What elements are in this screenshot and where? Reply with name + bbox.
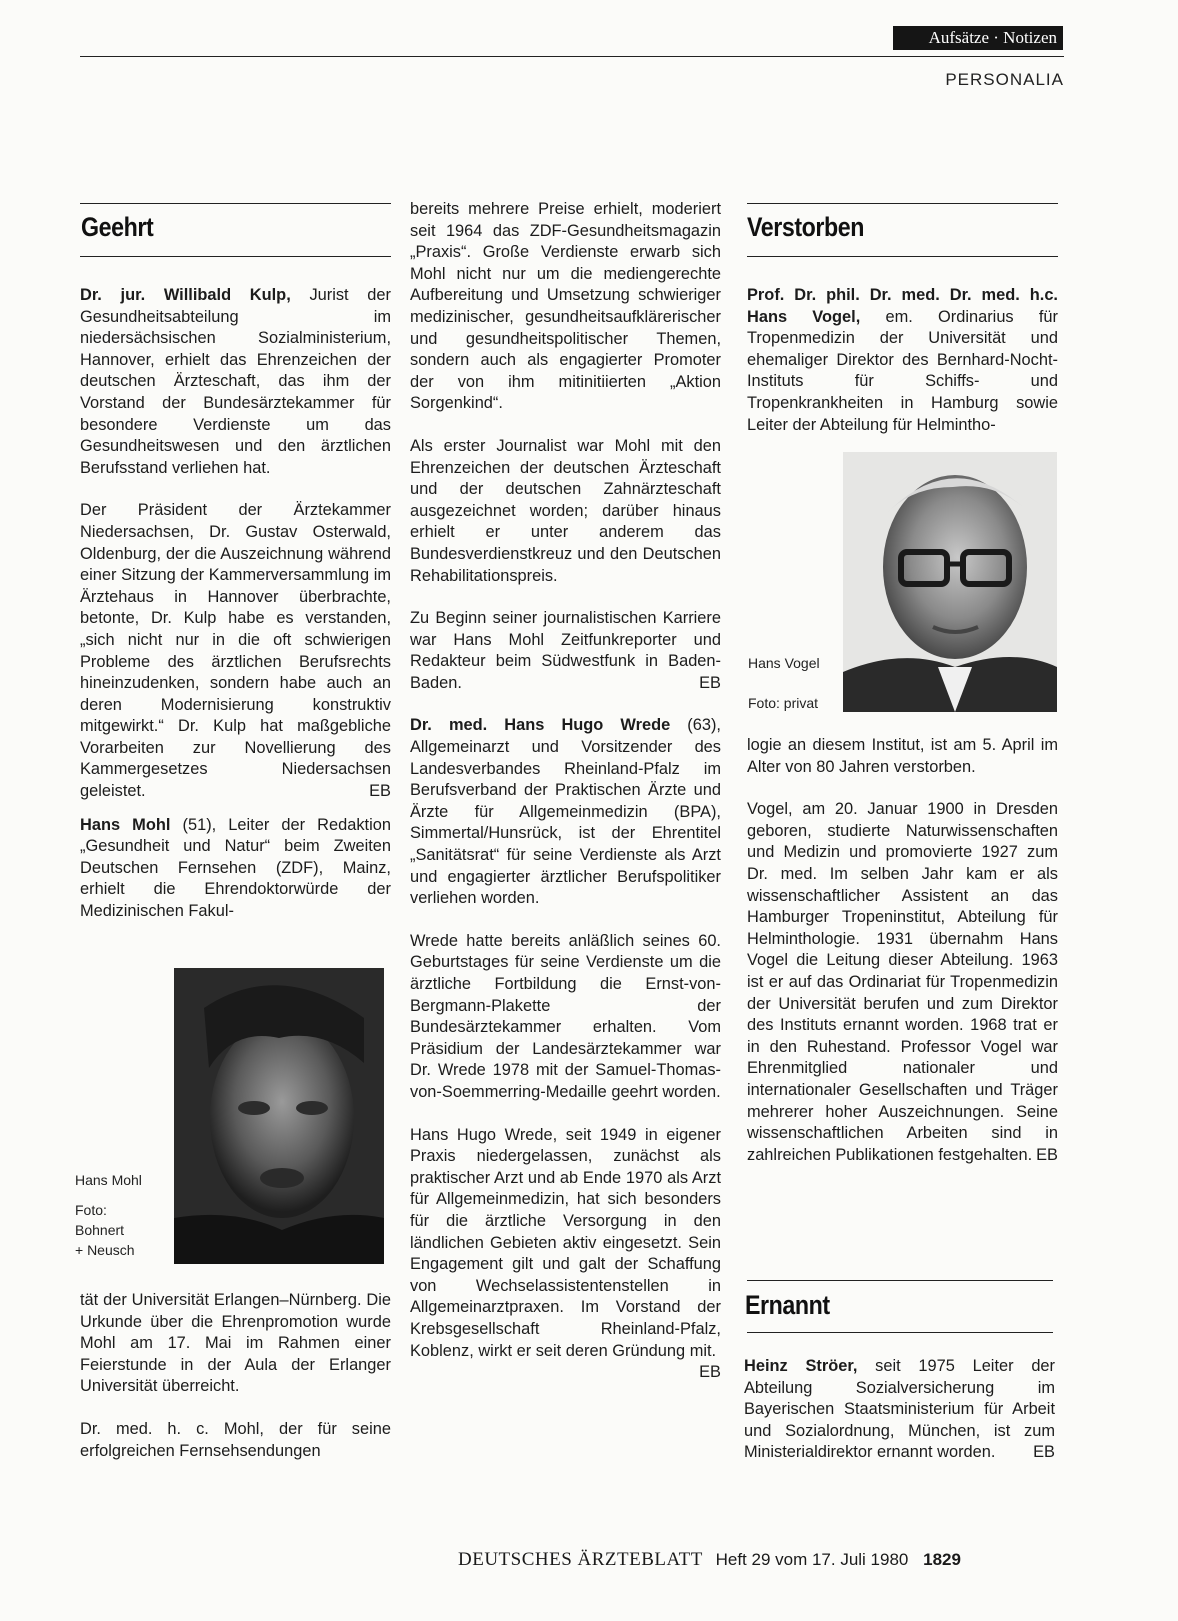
paragraph-text: Vogel, am 20. Januar 1900 in Dresden geboren, studierte Naturwissenschaften und Medizin und promovierte 1927 zum Dr. med. Im selben Jahr kam er als wissenschaftlicher Assistent an das Hamburger Tropeninstitut, Abteilung für Helminthologie. 1931 übernahm Hans Vogel die Leitung dieser Abteilung. 1963 ist er auf das Ordinariat für Tropenmedizin der Universität berufen und zum Direktor des Instituts ernannt worden. 1968 trat er in den Ruhestand. Professor Vogel war Ehrenmitglied nationaler und internationaler Gesellschaften und Träger mehrerer hoher Auszeichnungen. Seine wissenschaftlichen Arbeiten sind in zahlreichen Publikationen festgehalten. — [747, 800, 1058, 1164]
paragraph-text: Zu Beginn seiner journalistischen Karriere war Hans Mohl Zeitfunkreporter und Redakteur beim Südwestfunk in Baden-Baden. — [410, 609, 721, 692]
portrait-icon — [174, 968, 384, 1264]
column-1-continued — [80, 1290, 391, 1462]
photo-caption — [75, 1170, 142, 1260]
section-label: PERSONALIA — [945, 70, 1064, 89]
person-name: Dr. jur. Willibald Kulp, — [80, 286, 291, 304]
paragraph-text: em. Ordinarius für Tropenmedizin der Universität und ehemaliger Direktor des Bernhard-Nocht-Instituts für Schiffs- und Tropenkrankheiten in Hamburg sowie Leiter der Abteilung für Helmintho- — [747, 307, 1058, 434]
column-1 — [80, 285, 391, 923]
paragraph-kulp — [80, 285, 391, 479]
column-3 — [747, 285, 1058, 436]
author-signature: EB — [369, 782, 391, 801]
paragraph-wrede-plakette: Wrede hatte bereits anläßlich seines 60. Geburtstages für seine Verdienste um die ärztliche Fortbildung die Ernst-von-Bergmann-Plakette der Bundesärztekammer erhalten. Vom Präsidium der Landesärztekammer war Dr. Wrede 1978 mit der Samuel-Thomas-von-Soemmerring-Medaille geehrt worden. — [410, 931, 721, 1101]
person-name: Hans Mohl — [80, 815, 171, 834]
photo-hans-vogel — [843, 452, 1057, 712]
heading-verstorben: Verstorben — [747, 212, 865, 242]
paragraph-mohl-prizes: bereits mehrere Preise erhielt, moderiert seit 1964 das ZDF-Gesundheitsmagazin „Praxis“. Große Verdienste erwarb sich Mohl nicht nur um die mediengerechte Aufbereitung und Umsetzung schwieriger medizinischer, gesundheitsaufklärerischer und gesundheitspolitischer Themen, sondern auch als engagierter Promoter der von ihm mitinitiierten „Aktion Sorgenkind“. — [410, 200, 721, 413]
rule — [80, 256, 391, 257]
caption-credit: + Neusch — [75, 1242, 135, 1258]
paragraph-mohl — [80, 815, 391, 923]
author-signature: EB — [1033, 1443, 1055, 1462]
paragraph-mohl-cont: tät der Universität Erlangen–Nürnberg. Die Urkunde über die Ehrenpromotion wurde Mohl am 17. Mai im Rahmen einer Feierstunde in der Aula der Erlanger Universität überreicht. — [80, 1291, 391, 1396]
section-badge: Aufsätze · Notizen — [893, 26, 1063, 50]
paragraph-text: seit 1975 Leiter der Abteilung Sozialversicherung im Bayerischen Staatsministerium für Arbeit und Sozialordnung, München, ist zum Ministerialdirektor ernannt worden. — [744, 1357, 1056, 1462]
caption-credit: Bohnert — [75, 1222, 125, 1238]
paragraph-wrede — [410, 715, 721, 909]
author-signature: EB — [1036, 1145, 1058, 1164]
rule — [80, 203, 391, 204]
rule — [747, 1280, 1053, 1281]
photo-hans-mohl — [174, 968, 384, 1264]
paragraph-text: (63), Allgemeinarzt und Vorsitzender des Landesverbandes Rheinland-Pfalz im Berufsverband der Praktischen Ärzte und Ärzte für Allgemeinmedizin (BPA), Simmertal/Hunsrück, ist der Ehrentitel „Sanitätsrat“ für seine Verdienste als Arzt und engagierter ärztlicher Berufspolitiker verliehen worden. — [410, 716, 721, 908]
heading-ernannt: Ernannt — [745, 1290, 830, 1320]
person-name: Prof. Dr. phil. Dr. med. Dr. med. h.c. Hans Vogel, — [747, 286, 1058, 326]
paragraph-text: Jurist der Gesundheitsabteilung im niedersächsischen Sozialministerium, Hannover, erhielt das Ehrenzeichen der deutschen Ärzteschaft, das ihm der Vorstand der Bundesärztekammer für besondere Verdienste um das Gesundheitswesen und den ärztlichen Berufsstand verliehen hat. — [80, 286, 391, 477]
heading-geehrt: Geehrt — [81, 212, 154, 242]
caption-name: Hans Vogel — [748, 655, 820, 671]
author-signature: EB — [699, 1363, 721, 1382]
journal-name: DEUTSCHES ÄRZTEBLATT — [458, 1549, 703, 1570]
paragraph-mohl-awards: Als erster Journalist war Mohl mit den Ehrenzeichen der deutschen Ärzteschaft und der deutschen Zahnärzteschaft ausgezeichnet worden; darüber hinaus erhielt er unter anderem das Bundesverdienstkreuz und den Deutschen Rehabilitationspreis. — [410, 436, 721, 585]
paragraph-stroeer — [744, 1356, 1055, 1464]
page-number: 1829 — [923, 1550, 961, 1569]
top-rule — [80, 56, 1064, 57]
column-3-ernannt — [744, 1356, 1055, 1464]
paragraph-vogel — [747, 285, 1058, 436]
rule — [747, 203, 1058, 204]
portrait-icon — [843, 452, 1057, 712]
paragraph-vogel-bio — [747, 799, 1058, 1166]
paragraph-vogel-death: logie an diesem Institut, ist am 5. April im Alter von 80 Jahren verstorben. — [747, 736, 1058, 776]
rule — [747, 256, 1058, 257]
page-footer — [458, 1549, 1064, 1571]
column-3-continued — [747, 735, 1058, 1166]
photo-caption — [748, 653, 820, 713]
paragraph-wrede-praxis — [410, 1125, 721, 1382]
issue-info: Heft 29 vom 17. Juli 1980 — [715, 1550, 909, 1569]
person-name: Dr. med. Hans Hugo Wrede — [410, 716, 671, 735]
caption-name: Hans Mohl — [75, 1172, 142, 1188]
column-2 — [410, 199, 721, 1384]
paragraph-text: Hans Hugo Wrede, seit 1949 in eigener Praxis niedergelassen, zunächst als praktischer Arzt und ab Ende 1970 als Arzt für Allgemeinmedizin, hat sich besonders für die ärztliche Versorgung in den ländlichen Gebieten aktiv eingesetzt. Sein Engagement gilt und galt der Schaffung von Wechselassistentenstellen in Allgemeinarztpraxen. Im Vorstand der Krebsgesellschaft Rheinland-Pfalz, Koblenz, wirkt er seit deren Gründung mit. — [410, 1125, 721, 1360]
rule — [747, 1332, 1053, 1333]
caption-credit: Foto: — [75, 1202, 107, 1218]
paragraph-mohl-career — [410, 608, 721, 694]
paragraph-mohl-tv: Dr. med. h. c. Mohl, der für seine erfolgreichen Fernsehsendungen — [80, 1419, 391, 1460]
paragraph-text: (51), Leiter der Redaktion „Gesundheit und Natur“ beim Zweiten Deutschen Fernsehen (ZDF), Mainz, erhielt die Ehrendoktorwürde der Medizinischen Fakul- — [80, 815, 391, 921]
person-name: Heinz Ströer, — [744, 1357, 858, 1375]
caption-credit: Foto: privat — [748, 695, 819, 711]
author-signature: EB — [699, 673, 721, 692]
paragraph-osterwald — [80, 500, 391, 802]
paragraph-text: Der Präsident der Ärztekammer Niedersachsen, Dr. Gustav Osterwald, Oldenburg, der die Auszeichnung während einer Sitzung der Kammerversammlung im Ärztehaus in Hannover überbrachte, betonte, Dr. Kulp habe es verstanden, „sich nicht nur in die oft schwierigen Probleme des ärztlichen Berufsrechts hineinzudenken, sondern habe auch an deren Modernisierung konstruktiv mitgewirkt.“ Dr. Kulp hat maßgebliche Vorarbeiten zur Novellierung des Kammergesetzes Niedersachsen geleistet. — [80, 501, 391, 801]
